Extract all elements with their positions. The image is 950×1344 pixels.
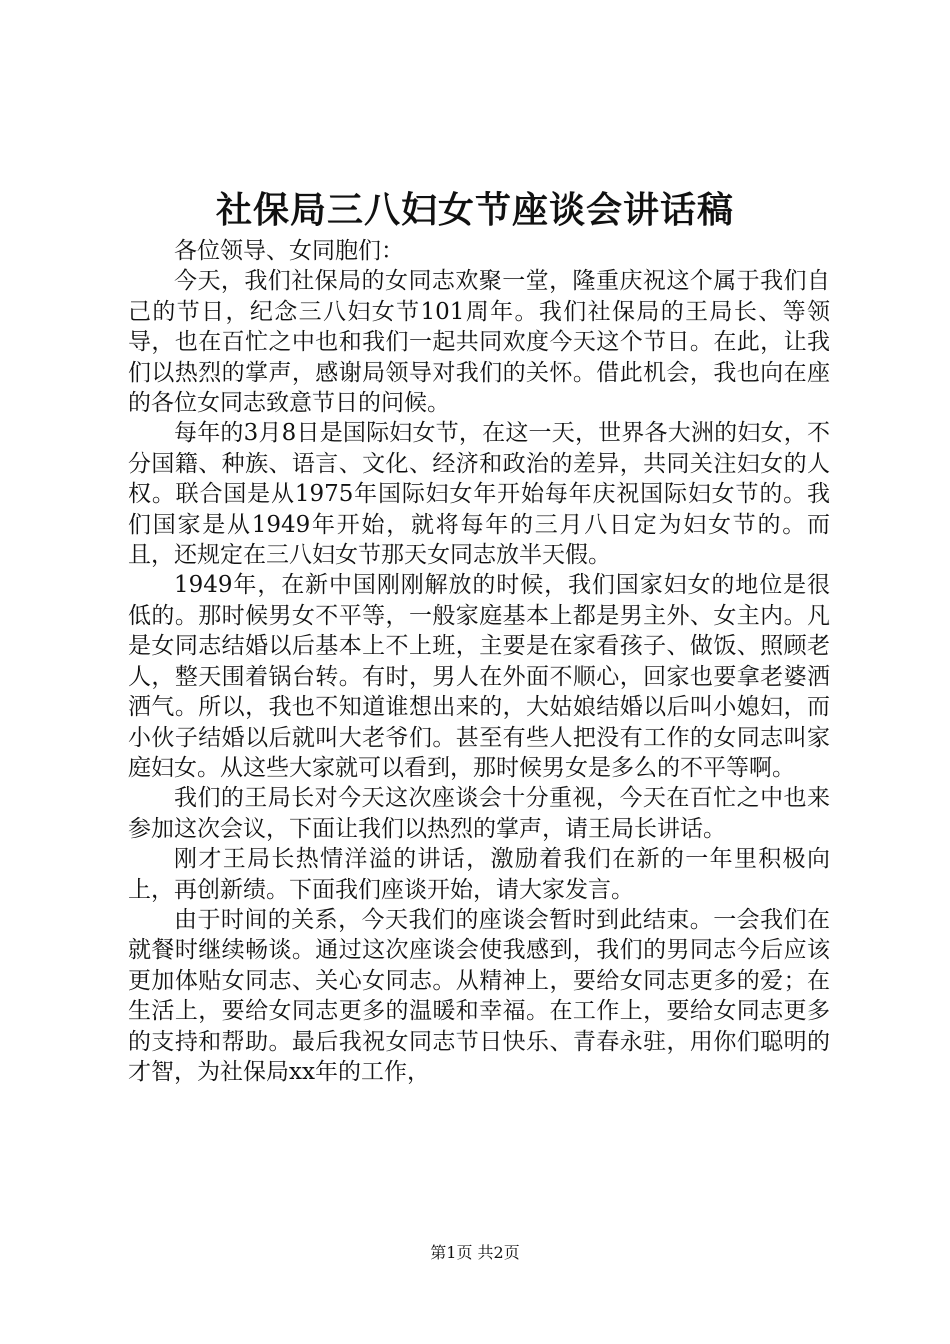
page-number-footer: 第1页 共2页 (430, 1243, 520, 1262)
document-title: 社保局三八妇女节座谈会讲话稿 (215, 189, 734, 231)
document-body (128, 236, 830, 1087)
body-paragraph: 今天，我们社保局的女同志欢聚一堂，隆重庆祝这个属于我们自己的节日，纪念三八妇女节101周年。我们社保局的王局长、等领导，也在百忙之中也和我们一起共同欢度今天这个节日。在此，让我们以热烈的掌声，感谢局领导对我们的关怀。借此机会，我也向在座的各位女同志致意节日的问候。 (128, 268, 830, 417)
body-paragraph: 刚才王局长热情洋溢的讲话，激励着我们在新的一年里积极向上，再创新绩。下面我们座谈开始，请大家发言。 (128, 846, 830, 903)
body-paragraph: 每年的3月8日是国际妇女节，在这一天，世界各大洲的妇女，不分国籍、种族、语言、文化、经济和政治的差异，共同关注妇女的人权。联合国是从1975年国际妇女年开始每年庆祝国际妇女节的。我们国家是从1949年开始，就将每年的三月八日定为妇女节的。而且，还规定在三八妇女节那天女同志放半天假。 (128, 420, 830, 569)
salutation-paragraph: 各位领导、女同胞们： (174, 238, 404, 264)
body-paragraph: 1949年，在新中国刚刚解放的时候，我们国家妇女的地位是很低的。那时候男女不平等，一般家庭基本上都是男主外、女主内。凡是女同志结婚以后基本上不上班，主要是在家看孩子、做饭、照顾老人，整天围着锅台转。有时，男人在外面不顺心，回家也要拿老婆洒洒气。所以，我也不知道谁想出来的，大姑娘结婚以后叫小媳妇，而小伙子结婚以后就叫大老爷们。甚至有些人把没有工作的女同志叫家庭妇女。从这些大家就可以看到，那时候男女是多么的不平等啊。 (128, 572, 830, 781)
body-paragraph: 我们的王局长对今天这次座谈会十分重视，今天在百忙之中也来参加这次会议，下面让我们以热烈的掌声，请王局长讲话。 (128, 785, 830, 842)
body-paragraph: 由于时间的关系，今天我们的座谈会暂时到此结束。一会我们在就餐时继续畅谈。通过这次座谈会使我感到，我们的男同志今后应该更加体贴女同志、关心女同志。从精神上，要给女同志更多的爱；在生活上，要给女同志更多的温暖和幸福。在工作上，要给女同志更多的支持和帮助。最后我祝女同志节日快乐、青春永驻，用你们聪明的才智，为社保局xx年的工作， (128, 906, 830, 1085)
